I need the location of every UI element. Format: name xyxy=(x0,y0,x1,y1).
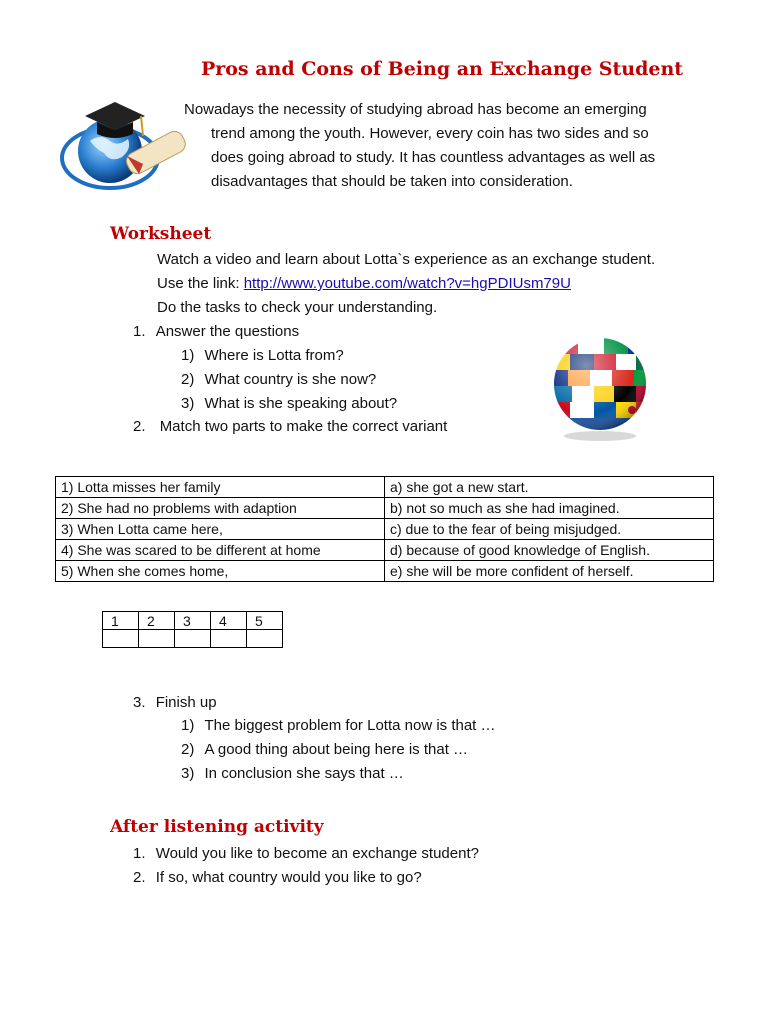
answer-grid-header: 1 xyxy=(103,612,139,630)
question-number: 1) xyxy=(181,347,195,364)
match-right-cell: b) not so much as she had imagined. xyxy=(385,498,714,519)
match-right-cell: e) she will be more confident of herself. xyxy=(385,561,714,582)
table-row xyxy=(56,519,714,540)
page-title: Pros and Cons of Being an Exchange Student xyxy=(200,58,684,80)
graduation-globe-icon xyxy=(55,96,190,196)
finish-text: The biggest problem for Lotta now is that … xyxy=(204,717,496,734)
match-left-cell: 1) Lotta misses her family xyxy=(56,477,385,498)
answer-grid-header: 4 xyxy=(211,612,247,630)
answer-cell[interactable] xyxy=(211,630,247,648)
answer-grid xyxy=(102,611,283,648)
finish-item xyxy=(181,741,468,758)
after-number: 2. xyxy=(133,869,146,886)
question-text: What is she speaking about? xyxy=(204,395,398,412)
finish-number: 3) xyxy=(181,765,195,782)
table-row xyxy=(56,498,714,519)
question-item xyxy=(181,347,344,364)
after-text: If so, what country would you like to go? xyxy=(155,869,422,886)
answer-cell[interactable] xyxy=(175,630,211,648)
finish-number: 2) xyxy=(181,741,195,758)
after-item xyxy=(133,845,479,862)
question-item xyxy=(181,395,397,412)
answer-grid-header: 2 xyxy=(139,612,175,630)
task-label: Answer the questions xyxy=(155,323,300,340)
task-number: 1. xyxy=(133,323,146,340)
answer-cell[interactable] xyxy=(247,630,283,648)
question-text: Where is Lotta from? xyxy=(204,347,344,364)
question-item xyxy=(181,371,376,388)
answer-grid-header: 5 xyxy=(247,612,283,630)
table-row xyxy=(56,540,714,561)
match-right-cell: d) because of good knowledge of English. xyxy=(385,540,714,561)
question-number: 2) xyxy=(181,371,195,388)
finish-text: In conclusion she says that … xyxy=(204,765,404,782)
worksheet-link-line xyxy=(157,275,571,292)
after-number: 1. xyxy=(133,845,146,862)
task-number: 2. xyxy=(133,418,146,435)
question-text: What country is she now? xyxy=(204,371,377,388)
flag-globe-icon xyxy=(548,336,652,444)
answer-cell[interactable] xyxy=(103,630,139,648)
after-item xyxy=(133,869,422,886)
match-left-cell: 3) When Lotta came here, xyxy=(56,519,385,540)
task-2 xyxy=(133,418,447,435)
finish-item xyxy=(181,765,404,782)
worksheet-instruction: Watch a video and learn about Lotta`s experience as an exchange student. xyxy=(157,251,656,268)
youtube-link[interactable]: http://www.youtube.com/watch?v=hgPDIUsm79U xyxy=(243,275,571,292)
match-table xyxy=(55,476,714,582)
finish-number: 1) xyxy=(181,717,195,734)
worksheet-instruction: Do the tasks to check your understanding. xyxy=(157,299,438,316)
intro-paragraph xyxy=(184,98,714,194)
worksheet-heading: Worksheet xyxy=(110,224,212,244)
match-left-cell: 2) She had no problems with adaption xyxy=(56,498,385,519)
finish-text: A good thing about being here is that … xyxy=(204,741,469,758)
match-right-cell: c) due to the fear of being misjudged. xyxy=(385,519,714,540)
after-listening-heading: After listening activity xyxy=(110,817,324,837)
answer-grid-answer-row xyxy=(103,630,283,648)
intro-line: Nowadays the necessity of studying abroad has become an emerging xyxy=(184,101,647,118)
match-left-cell: 4) She was scared to be different at home xyxy=(56,540,385,561)
after-text: Would you like to become an exchange student? xyxy=(155,845,479,862)
intro-line: does going abroad to study. It has countless advantages as well as xyxy=(211,149,656,166)
question-number: 3) xyxy=(181,395,195,412)
match-left-cell: 5) When she comes home, xyxy=(56,561,385,582)
task-label: Finish up xyxy=(155,694,217,711)
intro-line: disadvantages that should be taken into consideration. xyxy=(211,173,573,190)
link-prefix: Use the link: xyxy=(157,275,244,292)
match-right-cell: a) she got a new start. xyxy=(385,477,714,498)
task-1 xyxy=(133,323,299,340)
task-number: 3. xyxy=(133,694,146,711)
answer-cell[interactable] xyxy=(139,630,175,648)
finish-item xyxy=(181,717,496,734)
table-row xyxy=(56,477,714,498)
task-label: Match two parts to make the correct variant xyxy=(159,418,448,435)
table-row xyxy=(56,561,714,582)
task-3 xyxy=(133,694,217,711)
answer-grid-header-row xyxy=(103,612,283,630)
intro-line: trend among the youth. However, every coin has two sides and so xyxy=(211,125,649,142)
answer-grid-header: 3 xyxy=(175,612,211,630)
